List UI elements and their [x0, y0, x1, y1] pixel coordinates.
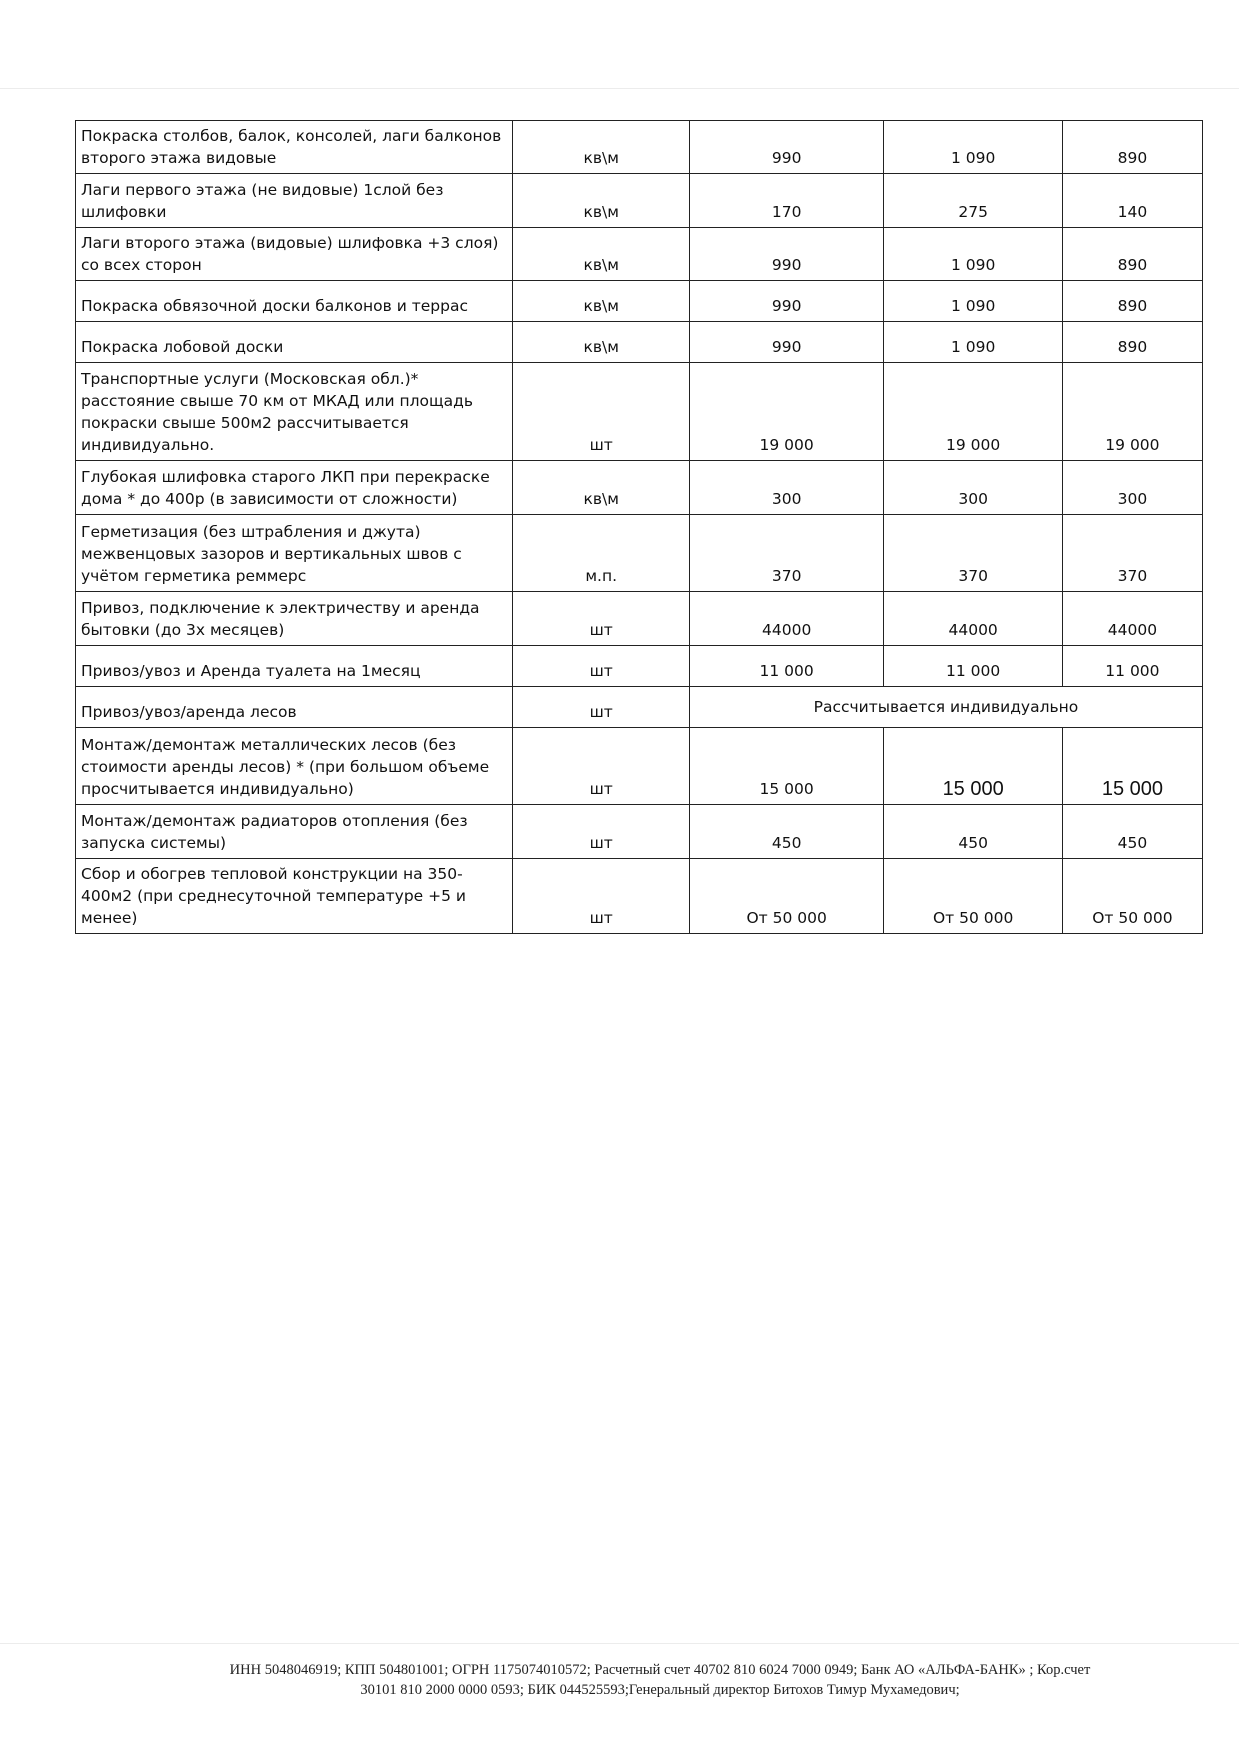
price-cell-2: 1 090 [884, 281, 1062, 322]
service-description: Лаги второго этажа (видовые) шлифовка +3 слоя) со всех сторон [76, 228, 513, 281]
table-row [76, 322, 1203, 363]
table-row [76, 687, 1203, 728]
price-cell-3: 300 [1062, 461, 1202, 515]
service-description: Покраска лобовой доски [76, 322, 513, 363]
price-cell-1: 990 [689, 121, 884, 174]
price-cell-2: 44000 [884, 592, 1062, 646]
unit-cell: кв\м [513, 281, 689, 322]
price-cell-2: От 50 000 [884, 859, 1062, 934]
price-cell-3: 15 000 [1062, 728, 1202, 805]
unit-cell: кв\м [513, 461, 689, 515]
price-cell-1: 990 [689, 281, 884, 322]
unit-cell: кв\м [513, 121, 689, 174]
price-cell-1: 370 [689, 515, 884, 592]
unit-cell: шт [513, 728, 689, 805]
footer-line-2: 30101 810 2000 0000 0593; БИК 044525593;Генеральный директор Битохов Тимур Мухамедович; [360, 1682, 960, 1698]
unit-cell: кв\м [513, 174, 689, 228]
price-cell-1: 990 [689, 228, 884, 281]
table-row [76, 174, 1203, 228]
price-cell-2: 275 [884, 174, 1062, 228]
price-table [75, 120, 1203, 934]
unit-cell: шт [513, 687, 689, 728]
table-row [76, 805, 1203, 859]
service-description: Привоз/увоз/аренда лесов [76, 687, 513, 728]
unit-cell: шт [513, 646, 689, 687]
table-row [76, 461, 1203, 515]
price-cell-2: 370 [884, 515, 1062, 592]
service-description: Транспортные услуги (Московская обл.)* расстояние свыше 70 км от МКАД или площадь покраски свыше 500м2 рассчитывается индивидуально. [76, 363, 513, 461]
price-cell-3: 450 [1062, 805, 1202, 859]
service-description: Лаги первого этажа (не видовые) 1слой без шлифовки [76, 174, 513, 228]
unit-cell: м.п. [513, 515, 689, 592]
table-row [76, 121, 1203, 174]
service-description: Монтаж/демонтаж металлических лесов (без стоимости аренды лесов) * (при большом объеме просчитывается индивидуально) [76, 728, 513, 805]
table-row [76, 728, 1203, 805]
unit-cell: шт [513, 805, 689, 859]
price-cell-3: 890 [1062, 121, 1202, 174]
table-row [76, 859, 1203, 934]
price-cell-3: 140 [1062, 174, 1202, 228]
price-cell-3: 890 [1062, 228, 1202, 281]
service-description: Сбор и обогрев тепловой конструкции на 350-400м2 (при среднесуточной температуре +5 и менее) [76, 859, 513, 934]
price-cell-1: 450 [689, 805, 884, 859]
table-row [76, 646, 1203, 687]
price-cell-1: 44000 [689, 592, 884, 646]
table-row [76, 281, 1203, 322]
table-row [76, 363, 1203, 461]
table-row [76, 592, 1203, 646]
unit-cell: шт [513, 592, 689, 646]
price-cell-2: 450 [884, 805, 1062, 859]
service-description: Монтаж/демонтаж радиаторов отопления (без запуска системы) [76, 805, 513, 859]
price-cell-1: 11 000 [689, 646, 884, 687]
price-cell-2: 15 000 [884, 728, 1062, 805]
price-cell-3: 19 000 [1062, 363, 1202, 461]
price-cell-1: 990 [689, 322, 884, 363]
footer-divider [0, 1643, 1239, 1644]
price-cell-2: 300 [884, 461, 1062, 515]
unit-cell: кв\м [513, 322, 689, 363]
price-cell-2: 11 000 [884, 646, 1062, 687]
price-cell-3: 890 [1062, 281, 1202, 322]
price-cell-3: 370 [1062, 515, 1202, 592]
company-requisites-footer [130, 1660, 1190, 1700]
price-cell-1: 15 000 [689, 728, 884, 805]
table-row [76, 228, 1203, 281]
price-cell-1: 19 000 [689, 363, 884, 461]
price-cell-3: 11 000 [1062, 646, 1202, 687]
unit-cell: кв\м [513, 228, 689, 281]
price-cell-3: 44000 [1062, 592, 1202, 646]
service-description: Покраска обвязочной доски балконов и террас [76, 281, 513, 322]
footer-line-1: ИНН 5048046919; КПП 504801001; ОГРН 1175074010572; Расчетный счет 40702 810 6024 7000 0949; Банк АО «АЛЬФА-БАНК» ; Кор.счет [229, 1662, 1091, 1678]
price-cell-2: 1 090 [884, 322, 1062, 363]
price-cell-1: От 50 000 [689, 859, 884, 934]
price-cell-2: 1 090 [884, 121, 1062, 174]
price-cell-2: 1 090 [884, 228, 1062, 281]
price-cell-1: 170 [689, 174, 884, 228]
price-cell-3: 890 [1062, 322, 1202, 363]
price-cell-1: 300 [689, 461, 884, 515]
service-description: Герметизация (без штрабления и джута) межвенцовых зазоров и вертикальных швов с учётом герметика реммерс [76, 515, 513, 592]
service-description: Привоз/увоз и Аренда туалета на 1месяц [76, 646, 513, 687]
price-cell-3: От 50 000 [1062, 859, 1202, 934]
table-row [76, 515, 1203, 592]
service-description: Привоз, подключение к электричеству и аренда бытовки (до 3х месяцев) [76, 592, 513, 646]
unit-cell: шт [513, 363, 689, 461]
service-description: Глубокая шлифовка старого ЛКП при перекраске дома * до 400р (в зависимости от сложности) [76, 461, 513, 515]
header-divider [0, 88, 1239, 89]
price-cell-2: 19 000 [884, 363, 1062, 461]
price-cell-merged: Рассчитывается индивидуально [689, 687, 1202, 728]
unit-cell: шт [513, 859, 689, 934]
service-description: Покраска столбов, балок, консолей, лаги балконов второго этажа видовые [76, 121, 513, 174]
